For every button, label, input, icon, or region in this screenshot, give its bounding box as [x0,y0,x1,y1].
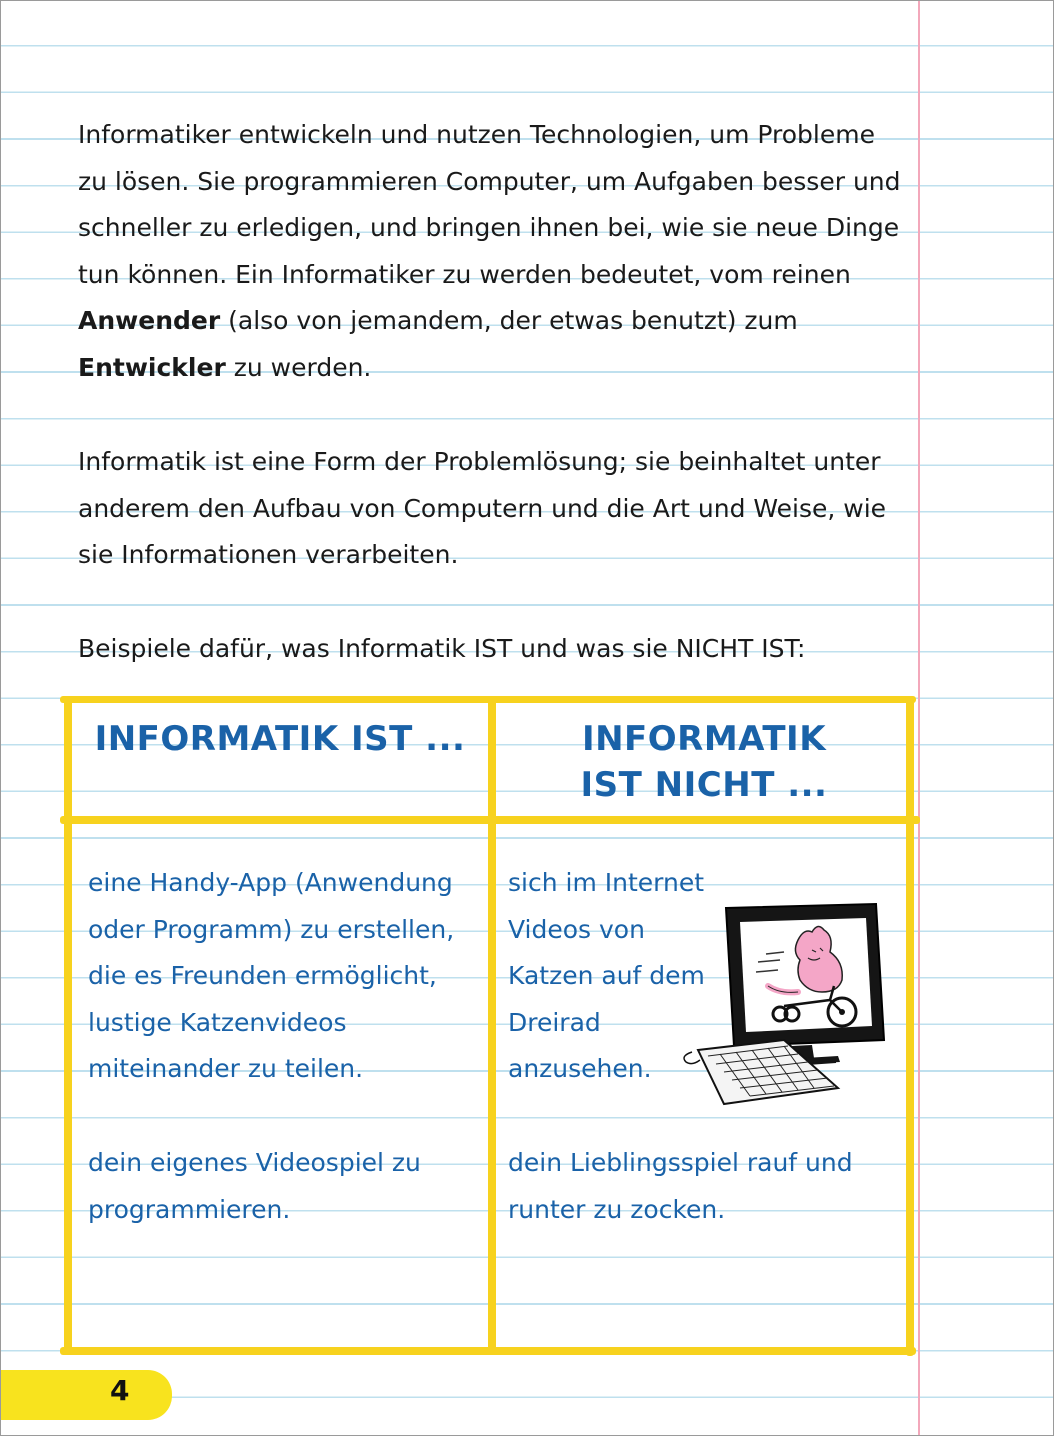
intro-paragraph-1 [78,112,908,392]
cell-row2-nicht: dein Lieblingsspiel rauf und runter zu zocken. [508,1148,853,1224]
intro-text-a: Informatiker entwickeln und nutzen Technologien, um Probleme zu lösen. Sie programmieren Computer, um Aufgaben besser und schneller zu erledigen, und bringen ihnen bei, wie sie neue Dinge tun können. Ein Informatiker zu werden bedeutet, vom reinen [78,120,901,289]
intro-text-c: (also von jemandem, der etwas benutzt) zum [220,306,798,336]
table-border-right [906,696,914,1356]
table-header-ist: INFORMATIK IST ... [94,719,466,759]
cell-row1-nicht: sich im Internet Videos von Katzen auf dem Dreirad anzusehen. [508,868,705,1084]
bold-term-entwickler: Entwickler [78,352,226,382]
intro-paragraph-2: Informatik ist eine Form der Problemlösung; sie beinhaltet unter anderem den Aufbau von Computern und die Art und Weise, wie sie Informationen verarbeiten. [78,447,887,570]
intro-text-d: zu werden. [225,352,372,382]
cell-row2-ist: dein eigenes Videospiel zu programmieren. [88,1148,421,1224]
cell-row1-ist: eine Handy-App (Anwendung oder Programm) zu erstellen, die es Freunden ermöglicht, lustige Katzenvideos miteinander zu teilen. [88,868,455,1084]
computer-cat-icon [680,900,890,1120]
table-border-left [64,696,72,1350]
bold-term-anwender: Anwender [78,306,221,336]
table-column-divider [488,696,496,1352]
table-header-ist-nicht: INFORMATIK IST NICHT ... [580,719,828,805]
notebook-margin-line [918,0,920,1436]
page-number: 4 [110,1374,130,1407]
intro-paragraph-3: Beispiele dafür, was Informatik IST und was sie NICHT IST: [78,634,806,663]
page-number-tab [0,1370,172,1420]
